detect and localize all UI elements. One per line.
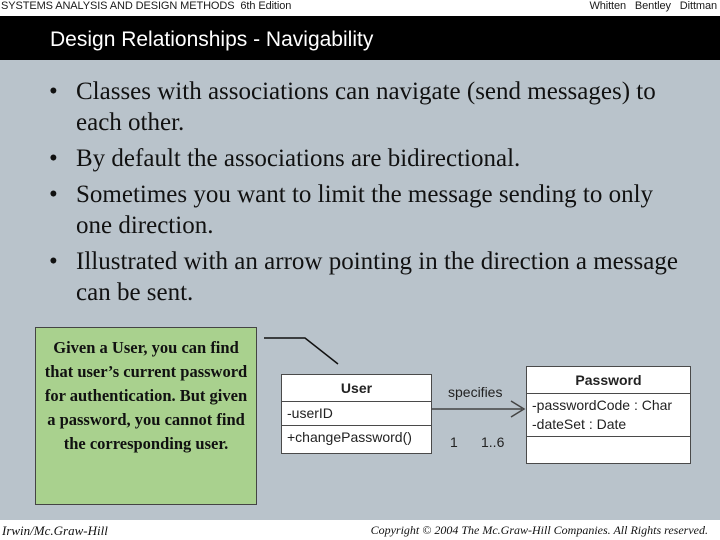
footer-bar: [0, 520, 720, 540]
association-label: specifies: [448, 384, 503, 400]
author: Bentley: [634, 0, 671, 12]
callout-note: Given a User, you can find that user’s current password for authentication. But given a password, you cannot find the corresponding user.: [35, 327, 257, 505]
class-attribute: -passwordCode : Char: [532, 397, 673, 413]
book-title: SYSTEMS ANALYSIS AND DESIGN METHODS: [1, 0, 235, 12]
edition: 6th Edition: [240, 0, 292, 12]
user-class-box: [281, 374, 432, 454]
class-attributes: [527, 394, 690, 437]
bullet-item: • Sometimes you want to limit the message sending to only one direction.: [49, 179, 689, 241]
slide-title: Design Relationships - Navigability: [50, 28, 374, 51]
publisher-label: Irwin/Mc.Graw-Hill: [2, 523, 108, 538]
bullet-item: • Illustrated with an arrow pointing in the direction a message can be sent.: [49, 246, 689, 308]
class-attribute: -dateSet : Date: [532, 416, 627, 432]
author: Whitten: [589, 0, 627, 12]
target-multiplicity: 1..6: [481, 434, 505, 450]
class-name: Password: [527, 367, 690, 394]
class-name: User: [282, 375, 431, 402]
password-class-box: [526, 366, 691, 464]
source-multiplicity: 1: [450, 434, 458, 450]
class-operations-empty: [527, 437, 690, 439]
class-operation: +changePassword(): [287, 429, 412, 445]
author: Dittman: [679, 0, 717, 12]
bullet-item: • Classes with associations can navigate (send messages) to each other.: [49, 76, 689, 138]
callout-pointer-line: [264, 338, 338, 364]
copyright-notice: Copyright © 2004 The Mc.Graw-Hill Companies. All Rights reserved.: [370, 523, 708, 537]
bullet-item: • By default the associations are bidirectional.: [49, 143, 689, 174]
class-attribute: -userID: [282, 402, 431, 426]
